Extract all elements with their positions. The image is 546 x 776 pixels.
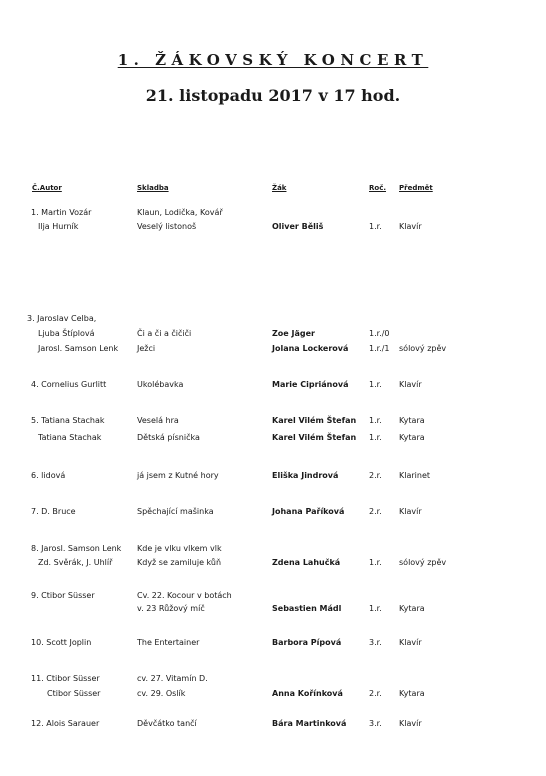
cell-predmet: Klarinet	[399, 471, 431, 480]
cell-roc: 1.r.	[369, 380, 382, 389]
cell-skladba: Ježci	[137, 344, 156, 353]
cell-autor: Zd. Svěrák, J. Uhlíř	[38, 558, 113, 567]
cell-roc: 1.r.	[369, 433, 382, 442]
cell-zak: Zoe Jäger	[272, 329, 315, 338]
cell-skladba: Dětská písnička	[137, 433, 200, 442]
cell-predmet: Klavír	[399, 507, 422, 516]
cell-skladba: Veselá hra	[137, 416, 179, 425]
header-skladba: Skladba	[137, 184, 169, 192]
concert-date: 21. listopadu 2017 v 17 hod.	[145, 86, 401, 105]
cell-roc: 3.r.	[369, 638, 382, 647]
concert-title: 1. ŽÁKOVSKÝ KONCERT	[117, 51, 429, 69]
cell-predmet: Kytara	[399, 604, 425, 613]
cell-zak: Karel Vilém Štefan	[272, 416, 357, 425]
cell-predmet: Kytara	[399, 689, 425, 698]
cell-roc: 1.r./1	[369, 344, 390, 353]
cell-skladba: The Entertainer	[137, 638, 200, 647]
cell-zak: Johana Paříková	[272, 507, 345, 516]
cell-autor: Jarosl. Samson Lenk	[38, 344, 119, 353]
cell-autor: 11. Ctibor Süsser	[31, 674, 100, 683]
cell-skladba: Spěchající mašinka	[137, 507, 214, 516]
cell-roc: 1.r.	[369, 604, 382, 613]
cell-skladba: Či a či a čičiči	[137, 329, 192, 338]
cell-autor: 10. Scott Joplin	[31, 638, 92, 647]
cell-zak: Oliver Běliš	[272, 222, 324, 231]
cell-skladba: Ukolébavka	[137, 380, 184, 389]
cell-skladba: já jsem z Kutné hory	[137, 471, 219, 480]
cell-zak: Anna Kořínková	[272, 689, 343, 698]
cell-predmet: sólový zpěv	[399, 558, 447, 567]
cell-skladba: Cv. 22. Kocour v botách	[137, 591, 232, 600]
cell-skladba: Klaun, Lodička, Kovář	[137, 208, 223, 217]
header-autor: Č.Autor	[32, 184, 62, 192]
cell-autor: 6. lidová	[31, 471, 66, 480]
cell-autor: 3. Jaroslav Celba,	[27, 314, 97, 323]
cell-autor: Ilja Hurník	[38, 222, 79, 231]
cell-autor: Tatiana Stachak	[38, 433, 102, 442]
cell-zak: Sebastien Mádl	[272, 604, 342, 613]
cell-predmet: Klavír	[399, 719, 422, 728]
cell-zak: Eliška Jindrová	[272, 471, 339, 480]
cell-autor: 5. Tatiana Stachak	[31, 416, 105, 425]
cell-skladba: Kde je vlku vlkem vlk	[137, 544, 222, 553]
cell-zak: Barbora Pípová	[272, 638, 342, 647]
cell-zak: Karel Vilém Štefan	[272, 433, 357, 442]
cell-roc: 3.r.	[369, 719, 382, 728]
cell-zak: Jolana Lockerová	[272, 344, 349, 353]
cell-roc: 1.r.	[369, 558, 382, 567]
cell-zak: Bára Martinková	[272, 719, 347, 728]
cell-zak: Marie Cipriánová	[272, 380, 349, 389]
header-roc: Roč.	[369, 184, 387, 192]
cell-autor: 1. Martin Vozár	[31, 208, 92, 217]
cell-predmet: Klavír	[399, 380, 422, 389]
cell-autor: 9. Ctibor Süsser	[31, 591, 95, 600]
cell-roc: 1.r.	[369, 222, 382, 231]
cell-roc: 2.r.	[369, 507, 382, 516]
cell-skladba: Veselý listonoš	[137, 222, 197, 231]
cell-predmet: Kytara	[399, 416, 425, 425]
cell-predmet: Klavír	[399, 638, 422, 647]
cell-autor: 8. Jarosl. Samson Lenk	[31, 544, 122, 553]
cell-skladba: Děvčátko tančí	[137, 719, 197, 728]
cell-zak: Zdena Lahučká	[272, 558, 341, 567]
cell-skladba: cv. 29. Oslík	[137, 689, 186, 698]
cell-roc: 2.r.	[369, 471, 382, 480]
cell-autor: 4. Cornelius Gurlitt	[31, 380, 107, 389]
cell-skladba: cv. 27. Vitamín D.	[137, 674, 208, 683]
cell-autor: Ctibor Süsser	[47, 689, 101, 698]
cell-autor: 7. D. Bruce	[31, 507, 76, 516]
cell-predmet: sólový zpěv	[399, 344, 447, 353]
cell-autor: Ljuba Štíplová	[38, 329, 95, 338]
cell-skladba: v. 23 Růžový míč	[137, 604, 205, 613]
cell-predmet: Klavír	[399, 222, 422, 231]
header-zak: Žák	[272, 184, 287, 192]
cell-roc: 1.r./0	[369, 329, 390, 338]
cell-predmet: Kytara	[399, 433, 425, 442]
cell-roc: 1.r.	[369, 416, 382, 425]
cell-skladba: Když se zamiluje kůň	[137, 558, 222, 567]
cell-roc: 2.r.	[369, 689, 382, 698]
header-predmet: Předmět	[399, 184, 433, 192]
cell-autor: 12. Alois Sarauer	[31, 719, 100, 728]
